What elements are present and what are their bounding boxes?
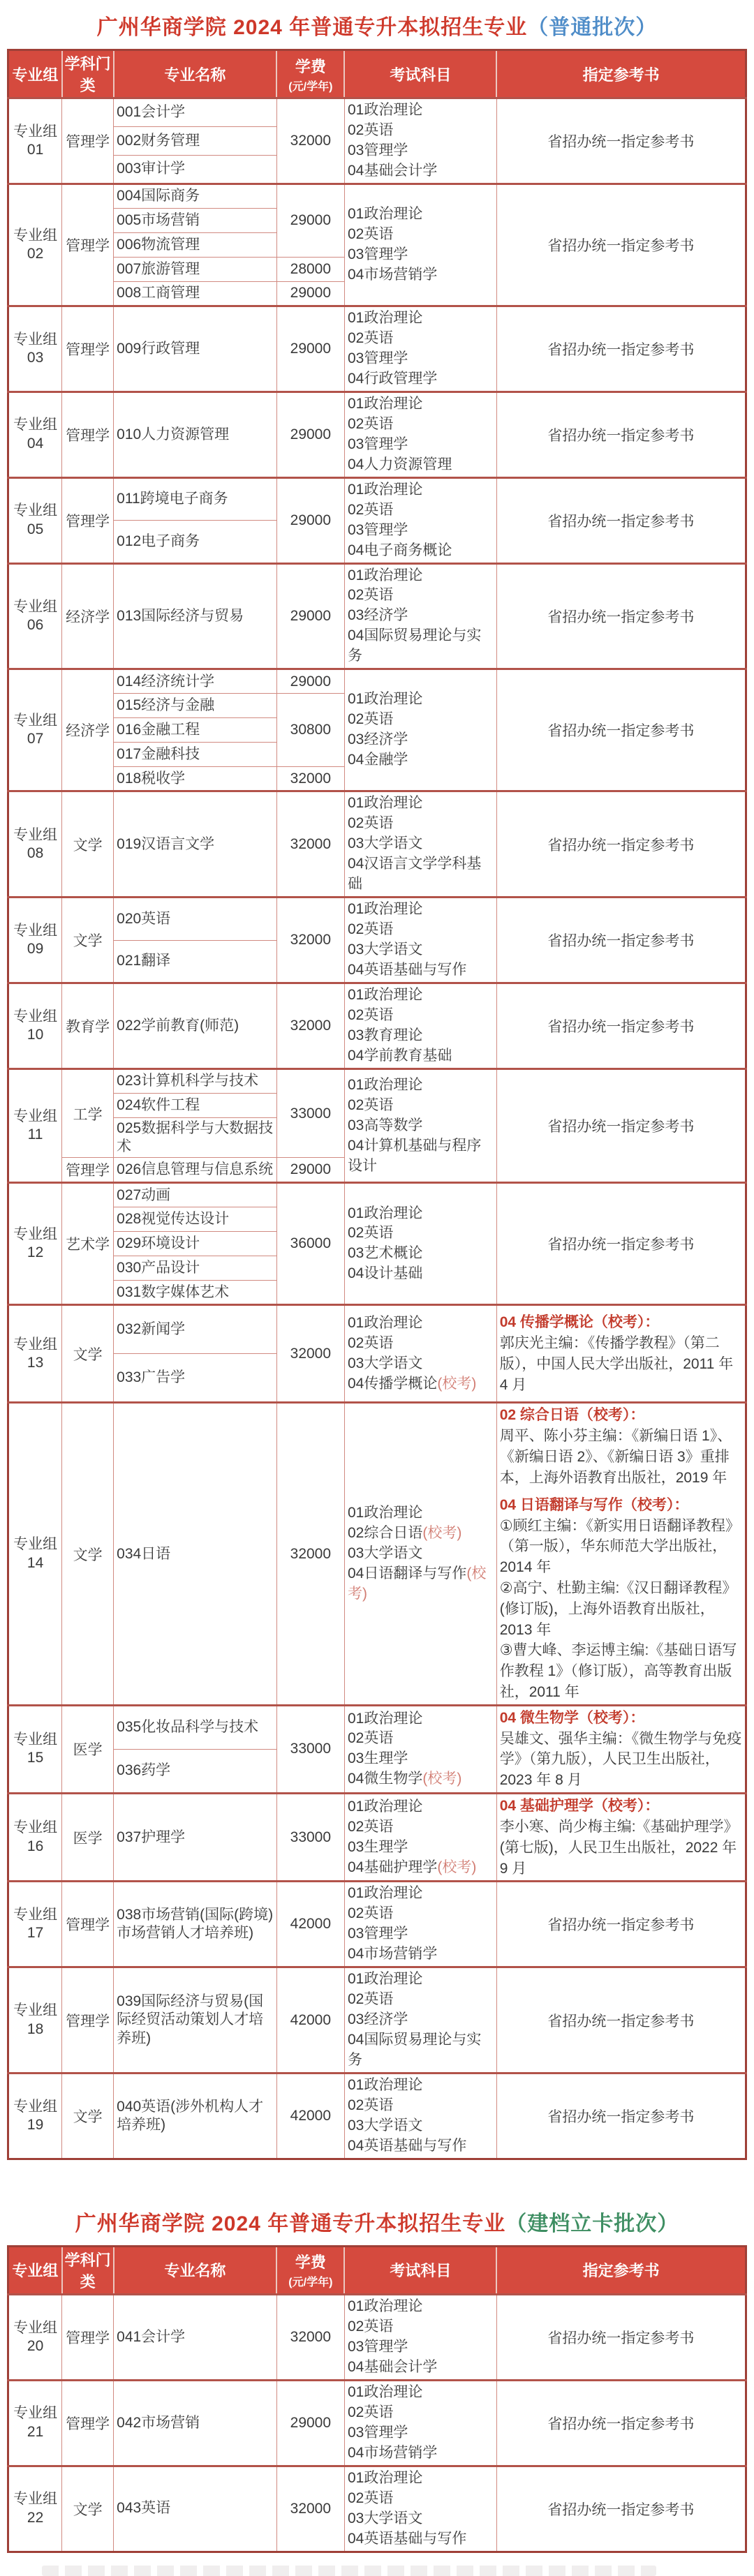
major-cell: 042市场营销 [114,2380,277,2466]
major-cell: 039国际经济与贸易(国际经贸活动策划人才培养班) [114,1967,277,2074]
exam-subjects-cell: 01政治理论 02英语 03大学语文 04传播学概论(校考) [344,1305,496,1403]
group-cell: 专业组 20 [8,2294,62,2380]
category-cell: 管理学 [62,1882,114,1967]
group-cell: 专业组 13 [8,1305,62,1403]
group-cell: 专业组 11 [8,1069,62,1183]
reference-books-cell: 省招办统一指定参考书 [496,1882,746,1967]
reference-books-cell: 省招办统一指定参考书 [496,563,746,669]
exam-subjects-cell: 01政治理论 02英语 03管理学 04电子商务概论 [344,477,496,563]
category-cell: 文学 [62,898,114,983]
fee-cell: 29000 [276,477,344,563]
major-cell: 018税收学 [114,767,277,791]
fee-cell: 29000 [276,2380,344,2466]
category-cell: 管理学 [62,392,114,477]
reference-books-cell: 04 传播学概论（校考）： 郭庆光主编：《传播学教程》（第二版），中国人民大学出版社，2011 年 4 月 [496,1305,746,1403]
category-cell: 文学 [62,2074,114,2159]
group-cell: 专业组 05 [8,477,62,563]
category-cell: 管理学 [62,1967,114,2074]
category-cell: 艺术学 [62,1183,114,1305]
exam-subjects-cell: 01政治理论 02综合日语(校考) 03大学语文 04日语翻译与写作(校考) [344,1403,496,1705]
category-cell: 经济学 [62,669,114,791]
reference-books-cell: 省招办统一指定参考书 [496,98,746,184]
group-cell: 专业组 14 [8,1403,62,1705]
group-cell: 专业组 15 [8,1705,62,1793]
major-cell: 025数据科学与大数据技术 [114,1117,277,1158]
fee-cell: 33000 [276,1794,344,1882]
header-cell: 考试科目 [344,2246,496,2294]
table-row [8,1794,746,1882]
table-row [8,477,746,520]
reference-books-cell: 省招办统一指定参考书 [496,477,746,563]
reference-books-cell: 04 微生物学（校考）： 吴雄文、强华主编：《微生物学与免疫学》（第九版），人民卫生出版社，2023 年 8 月 [496,1705,746,1793]
fee-cell: 29000 [276,563,344,669]
table-row [8,791,746,898]
group-cell: 专业组 01 [8,98,62,184]
page-title-filing-card-batch [0,2196,754,2245]
major-cell: 001会计学 [114,98,277,127]
table-row [8,1705,746,1749]
reference-books-cell: 省招办统一指定参考书 [496,983,746,1069]
category-cell: 教育学 [62,983,114,1069]
title-main-text: 广州华商学院 2024 年普通专升本拟招生专业 [75,2212,506,2235]
table-row [8,98,746,127]
major-cell: 029环境设计 [114,1232,277,1256]
category-cell: 文学 [62,2466,114,2552]
reference-books-cell: 省招办统一指定参考书 [496,791,746,898]
table-row [8,2466,746,2552]
group-cell: 专业组 22 [8,2466,62,2552]
table-row [8,1967,746,2074]
title-main-text: 广州华商学院 2024 年普通专升本拟招生专业 [96,16,528,39]
reference-books-cell: 省招办统一指定参考书 [496,392,746,477]
page-title-normal-batch [0,0,754,49]
admissions-table-normal-batch [7,49,747,2160]
fee-cell: 32000 [276,898,344,983]
group-cell: 专业组 10 [8,983,62,1069]
header-cell: 专业名称 [114,2246,277,2294]
header-cell: 专业组 [8,50,62,98]
major-cell: 032新闻学 [114,1305,277,1354]
title-batch-normal: （普通批次） [527,16,658,39]
major-cell: 004国际商务 [114,184,277,208]
exam-subjects-cell: 01政治理论 02英语 03高等数学 04计算机基础与程序设计 [344,1069,496,1183]
reference-books-cell: 省招办统一指定参考书 [496,1069,746,1183]
exam-subjects-cell: 01政治理论 02英语 03大学语文 04英语基础与写作 [344,2466,496,2552]
header-row [8,2246,746,2294]
fee-cell: 33000 [276,1069,344,1158]
major-cell: 027动画 [114,1183,277,1207]
major-cell: 030产品设计 [114,1256,277,1281]
major-cell: 012电子商务 [114,521,277,563]
table-row [8,983,746,1069]
exam-subjects-cell: 01政治理论 02英语 03生理学 04微生物学(校考) [344,1705,496,1793]
exam-subjects-cell: 01政治理论 02英语 03经济学 04金融学 [344,669,496,791]
major-cell: 028视觉传达设计 [114,1207,277,1232]
fee-cell: 29000 [276,184,344,257]
table-row [8,184,746,208]
reference-books-cell: 省招办统一指定参考书 [496,2294,746,2380]
group-cell: 专业组 09 [8,898,62,983]
group-cell: 专业组 03 [8,306,62,392]
fee-cell: 42000 [276,1967,344,2074]
reference-books-cell: 省招办统一指定参考书 [496,898,746,983]
exam-subjects-cell: 01政治理论 02英语 03经济学 04国际贸易理论与实务 [344,1967,496,2074]
reference-books-cell: 省招办统一指定参考书 [496,184,746,306]
major-cell: 040英语(涉外机构人才培养班) [114,2074,277,2159]
exam-subjects-cell: 01政治理论 02英语 03管理学 04市场营销学 [344,2380,496,2466]
major-cell: 003审计学 [114,155,277,184]
category-cell: 医学 [62,1794,114,1882]
category-cell: 管理学 [62,2380,114,2466]
major-cell: 037护理学 [114,1794,277,1882]
category-cell: 管理学 [62,306,114,392]
fee-cell: 32000 [276,767,344,791]
reference-books-cell: 省招办统一指定参考书 [496,2380,746,2466]
major-cell: 035化妆品科学与技术 [114,1705,277,1749]
fee-cell: 32000 [276,98,344,184]
header-cell: 指定参考书 [496,2246,746,2294]
major-cell: 031数字媒体艺术 [114,1281,277,1305]
fee-cell: 36000 [276,1183,344,1305]
category-cell: 文学 [62,1305,114,1403]
table-row [8,1882,746,1967]
table-row [8,898,746,940]
fee-cell: 32000 [276,791,344,898]
cutoff-text-remnant [42,2566,656,2576]
major-cell: 020英语 [114,898,277,940]
group-cell: 专业组 19 [8,2074,62,2159]
major-cell: 009行政管理 [114,306,277,392]
group-cell: 专业组 16 [8,1794,62,1882]
reference-books-cell: 省招办统一指定参考书 [496,1967,746,2074]
fee-cell: 28000 [276,257,344,281]
header-row [8,50,746,98]
table-row [8,392,746,477]
exam-subjects-cell: 01政治理论 02英语 03艺术概论 04设计基础 [344,1183,496,1305]
major-cell: 036药学 [114,1749,277,1793]
reference-books-cell: 省招办统一指定参考书 [496,306,746,392]
major-cell: 034日语 [114,1403,277,1705]
category-cell: 管理学 [62,98,114,184]
table-row [8,2380,746,2466]
group-cell: 专业组 02 [8,184,62,306]
exam-subjects-cell: 01政治理论 02英语 03管理学 04人力资源管理 [344,392,496,477]
header-cell: 学费 (元/学年) [276,50,344,98]
exam-subjects-cell: 01政治理论 02英语 03教育理论 04学前教育基础 [344,983,496,1069]
major-cell: 023计算机科学与技术 [114,1069,277,1093]
header-cell: 学科门类 [62,50,114,98]
fee-cell: 32000 [276,2294,344,2380]
major-cell: 002财务管理 [114,126,277,155]
header-cell: 专业名称 [114,50,277,98]
major-cell: 016金融工程 [114,718,277,743]
category-cell: 管理学 [62,477,114,563]
major-cell: 021翻译 [114,940,277,983]
exam-subjects-cell: 01政治理论 02英语 03大学语文 04英语基础与写作 [344,2074,496,2159]
header-cell: 学科门类 [62,2246,114,2294]
fee-cell: 32000 [276,1403,344,1705]
major-cell: 038市场营销(国际(跨境)市场营销人才培养班) [114,1882,277,1967]
category-cell: 管理学 [62,184,114,306]
reference-books-cell: 02 综合日语（校考）： 周平、陈小芬主编：《新编日语 1》、《新编日语 2》、《新编日语 3》重排本，上海外语教育出版社，2019 年 04 日语翻译与写作（校考）： ①顾红主编：《新实用日语翻译教程》（第一版），华东师范大学出版社，2014 年 ②高宁、杜勤主编:《汉日翻译教程》(修订版)，上海外语教育出版社，2013 年 ③曹大峰、李运博主编:《基础日语写作教程 1》（修订版），高等教育出版社，2011 年 [496,1403,746,1705]
table-row [8,306,746,392]
exam-subjects-cell: 01政治理论 02英语 03生理学 04基础护理学(校考) [344,1794,496,1882]
header-cell: 学费 (元/学年) [276,2246,344,2294]
reference-books-cell: 省招办统一指定参考书 [496,2074,746,2159]
group-cell: 专业组 18 [8,1967,62,2074]
major-cell: 013国际经济与贸易 [114,563,277,669]
major-cell: 041会计学 [114,2294,277,2380]
category-cell: 经济学 [62,563,114,669]
fee-cell: 32000 [276,983,344,1069]
major-cell: 005市场营销 [114,208,277,232]
major-cell: 017金融科技 [114,743,277,767]
exam-subjects-cell: 01政治理论 02英语 03管理学 04基础会计学 [344,2294,496,2380]
header-cell: 专业组 [8,2246,62,2294]
exam-subjects-cell: 01政治理论 02英语 03管理学 04行政管理学 [344,306,496,392]
header-cell: 考试科目 [344,50,496,98]
major-cell: 026信息管理与信息系统 [114,1158,277,1183]
major-cell: 007旅游管理 [114,257,277,281]
major-cell: 014经济统计学 [114,669,277,694]
fee-cell: 29000 [276,306,344,392]
fee-cell: 33000 [276,1705,344,1793]
exam-subjects-cell: 01政治理论 02英语 03管理学 04市场营销学 [344,184,496,306]
admissions-table-filing-card-batch [7,2245,747,2553]
table-row [8,2074,746,2159]
table-row [8,2294,746,2380]
exam-subjects-cell: 01政治理论 02英语 03经济学 04国际贸易理论与实务 [344,563,496,669]
category-cell: 医学 [62,1705,114,1793]
major-cell: 015经济与金融 [114,694,277,718]
category-cell: 管理学 [62,2294,114,2380]
group-cell: 专业组 21 [8,2380,62,2466]
major-cell: 011跨境电子商务 [114,477,277,520]
reference-books-cell: 省招办统一指定参考书 [496,669,746,791]
major-cell: 019汉语言文学 [114,791,277,898]
fee-cell: 29000 [276,1158,344,1183]
fee-cell: 29000 [276,392,344,477]
category-cell: 工学 [62,1069,114,1158]
fee-cell: 29000 [276,281,344,306]
table-row [8,563,746,669]
reference-books-cell: 04 基础护理学（校考）： 李小寒、尚少梅主编:《基础护理学》(第七版)，人民卫生出版社，2022 年 9 月 [496,1794,746,1882]
fee-cell: 30800 [276,694,344,767]
reference-books-cell: 省招办统一指定参考书 [496,1183,746,1305]
major-cell: 024软件工程 [114,1093,277,1117]
fee-cell: 42000 [276,2074,344,2159]
exam-subjects-cell: 01政治理论 02英语 03管理学 04市场营销学 [344,1882,496,1967]
group-cell: 专业组 17 [8,1882,62,1967]
group-cell: 专业组 06 [8,563,62,669]
table-row [8,669,746,694]
title-batch-filing-card: （建档立卡批次） [505,2212,679,2235]
major-cell: 008工商管理 [114,281,277,306]
major-cell: 010人力资源管理 [114,392,277,477]
fee-cell: 32000 [276,2466,344,2552]
table-row [8,1305,746,1354]
major-cell: 006物流管理 [114,232,277,257]
group-cell: 专业组 08 [8,791,62,898]
table-row [8,1183,746,1207]
category-cell: 管理学 [62,1158,114,1183]
fee-cell: 32000 [276,1305,344,1403]
category-cell: 文学 [62,1403,114,1705]
exam-subjects-cell: 01政治理论 02英语 03大学语文 04汉语言文学学科基础 [344,791,496,898]
major-cell: 043英语 [114,2466,277,2552]
category-cell: 文学 [62,791,114,898]
header-cell: 指定参考书 [496,50,746,98]
group-cell: 专业组 07 [8,669,62,791]
exam-subjects-cell: 01政治理论 02英语 03管理学 04基础会计学 [344,98,496,184]
group-cell: 专业组 12 [8,1183,62,1305]
reference-books-cell: 省招办统一指定参考书 [496,2466,746,2552]
major-cell: 033广告学 [114,1354,277,1403]
table-row [8,1069,746,1093]
table-row [8,1403,746,1705]
group-cell: 专业组 04 [8,392,62,477]
fee-cell: 29000 [276,669,344,694]
exam-subjects-cell: 01政治理论 02英语 03大学语文 04英语基础与写作 [344,898,496,983]
fee-cell: 42000 [276,1882,344,1967]
major-cell: 022学前教育(师范) [114,983,277,1069]
